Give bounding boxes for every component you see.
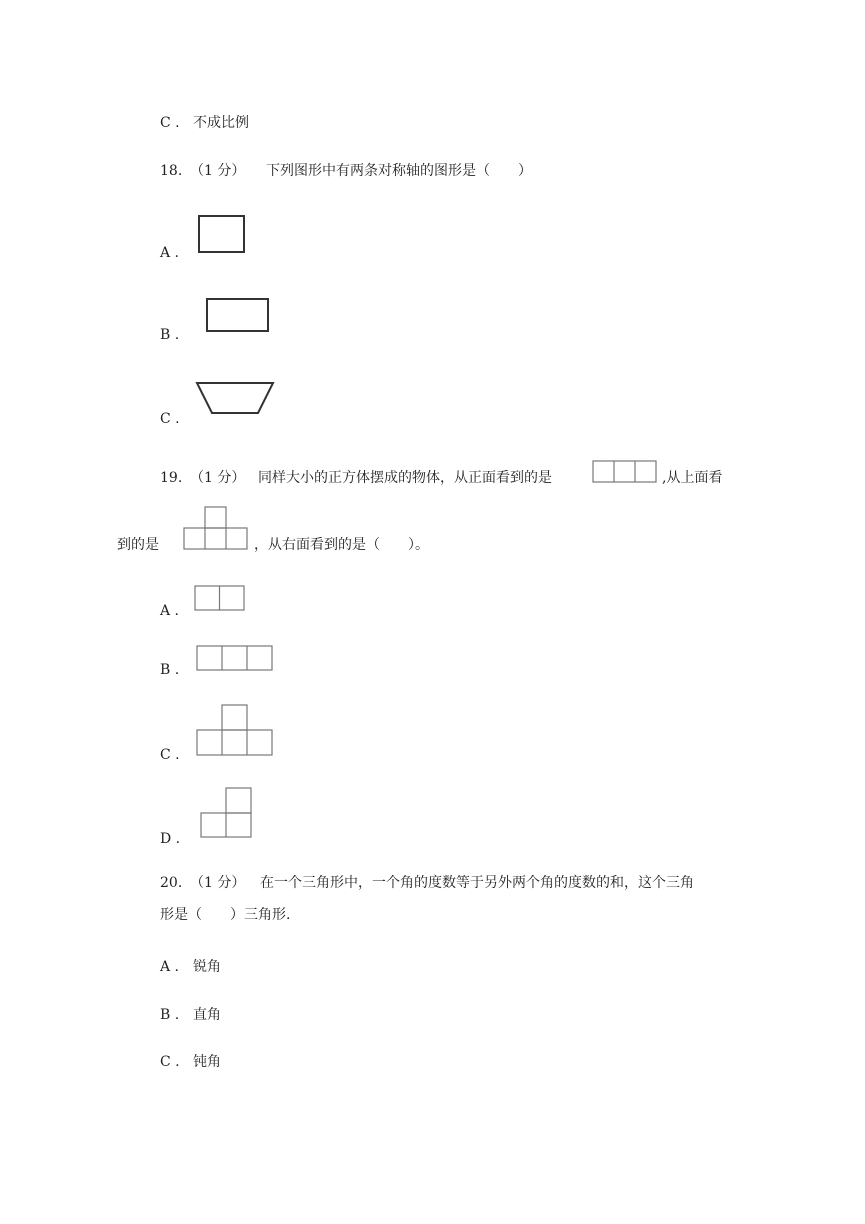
q20-option-a-text: 锐角 (193, 959, 221, 975)
q19-front-view-figure (592, 460, 658, 484)
q18-option-b-rectangle-figure (206, 298, 270, 333)
q18-option-a-square-figure (198, 215, 246, 253)
q18-score: （1 分） (190, 163, 246, 179)
q19-top-view-figure (183, 506, 249, 550)
q18-option-c-letter: C . (160, 411, 180, 427)
q19-option-c-letter: C . (160, 747, 180, 763)
q20-stem-line2: 形是（ ）三角形. (160, 907, 291, 923)
q20-option-b-letter: B . (160, 1007, 180, 1023)
q20-score: （1 分） (190, 875, 246, 891)
q20-number: 20. (160, 875, 183, 891)
q18-option-c-trapezoid-figure (196, 378, 276, 416)
q19-option-b-figure (196, 645, 274, 672)
q20-stem-line1: 在一个三角形中，一个角的度数等于另外两个角的度数的和，这个三角 (260, 875, 694, 891)
option-c-text: 不成比例 (193, 115, 249, 131)
q20-option-c-text: 钝角 (193, 1054, 221, 1070)
q19-option-a-figure (194, 585, 246, 612)
q19-stem-part4: ，从右面看到的是（ ）。 (254, 537, 429, 553)
q19-option-c-figure (196, 704, 274, 756)
q18-option-b-letter: B . (160, 327, 180, 343)
q20-option-b-text: 直角 (193, 1007, 221, 1023)
q19-stem-part2: ,从上面看 (662, 470, 723, 486)
q18-number: 18. (160, 163, 183, 179)
q19-option-b-letter: B . (160, 662, 180, 678)
q19-score: （1 分） (190, 470, 246, 486)
q18-stem: 下列图形中有两条对称轴的图形是（ ） (266, 163, 532, 179)
q19-stem-part3: 到的是 (117, 537, 159, 553)
q20-option-c-letter: C . (160, 1054, 180, 1070)
q18-option-a-letter: A . (160, 245, 180, 261)
q19-option-d-letter: D . (160, 831, 181, 847)
q19-number: 19. (160, 470, 183, 486)
q20-option-a-letter: A . (160, 959, 180, 975)
q19-option-a-letter: A . (160, 603, 180, 619)
q19-option-d-figure (200, 787, 256, 839)
option-c-letter: C . (160, 115, 180, 131)
q19-stem-part1: 同样大小的正方体摆成的物体，从正面看到的是 (258, 470, 552, 486)
